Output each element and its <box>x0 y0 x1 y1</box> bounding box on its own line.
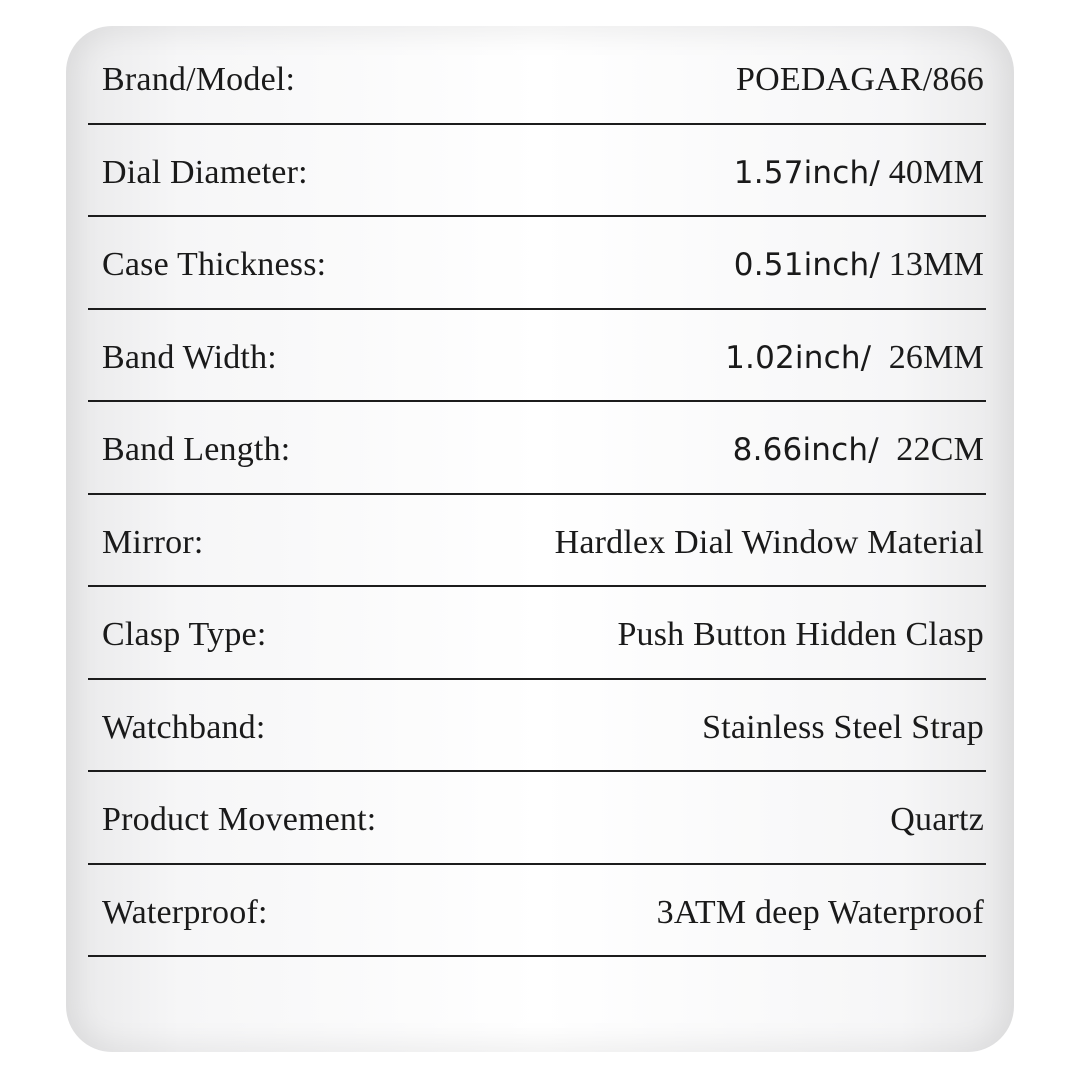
spec-value-inch: 8.66inch/ <box>732 432 879 468</box>
spec-label: Watchband: <box>102 708 266 746</box>
spec-value: 3ATM deep Waterproof <box>656 893 984 931</box>
spec-row-brand-model <box>88 32 986 125</box>
spec-row-clasp-type <box>88 587 986 680</box>
spec-row-dial-diameter <box>88 125 986 218</box>
spec-label: Clasp Type: <box>102 616 267 653</box>
spec-value-metric: 22CM <box>878 431 984 468</box>
spec-row-waterproof <box>88 865 986 958</box>
spec-label: Band Length: <box>102 431 291 468</box>
spec-label: Brand/Model: <box>102 61 296 98</box>
spec-value-inch: 0.51inch/ <box>733 247 881 283</box>
spec-row-band-width <box>88 310 986 403</box>
spec-row-band-length <box>88 402 986 495</box>
spec-label: Band Width: <box>102 338 277 376</box>
spec-value <box>734 153 984 193</box>
spec-row-product-movement <box>88 772 986 865</box>
spec-value-inch: 1.57inch/ <box>733 154 881 191</box>
spec-value: Hardlex Dial Window Material <box>554 523 984 561</box>
spec-value-inch: 1.02inch/ <box>725 339 872 376</box>
spec-value <box>725 338 984 378</box>
spec-row-case-thickness <box>88 217 986 310</box>
spec-value-metric: 26MM <box>871 338 984 376</box>
spec-value-metric: 13MM <box>880 246 984 283</box>
spec-value-metric: 40MM <box>880 153 984 191</box>
spec-value <box>733 430 984 470</box>
spec-value: POEDAGAR/866 <box>736 61 984 98</box>
spec-value: Quartz <box>890 801 984 838</box>
spec-table <box>88 32 986 957</box>
spec-value <box>734 245 984 285</box>
spec-label: Dial Diameter: <box>102 153 308 191</box>
spec-label: Product Movement: <box>102 801 377 838</box>
spec-label: Case Thickness: <box>102 246 327 283</box>
spec-value: Stainless Steel Strap <box>702 708 984 746</box>
spec-row-mirror <box>88 495 986 588</box>
spec-row-watchband <box>88 680 986 773</box>
spec-label: Waterproof: <box>102 893 268 931</box>
spec-value: Push Button Hidden Clasp <box>617 616 984 653</box>
spec-label: Mirror: <box>102 523 204 561</box>
